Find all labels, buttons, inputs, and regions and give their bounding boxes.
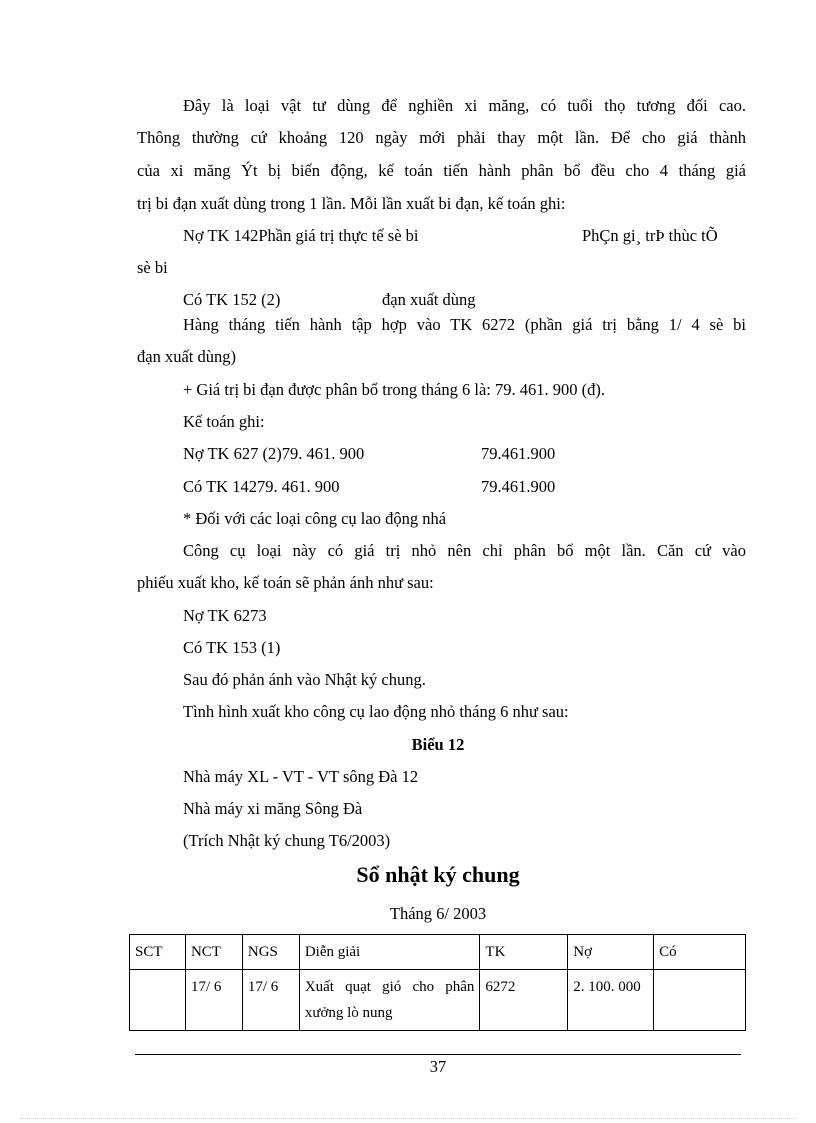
page-number: 37 — [429, 1057, 447, 1076]
journal-entry-note: đạn xuất dùng — [382, 290, 476, 309]
paragraph-line: Sau đó phản ánh vào Nhật ký chung. — [183, 670, 426, 689]
paragraph-line: Tình hình xuất kho công cụ lao động nhỏ tháng 6 như sau: — [183, 702, 569, 721]
table-cell: 2. 100. 000 — [568, 970, 654, 1031]
journal-entry-debit: Nợ TK 6273 — [183, 606, 267, 625]
table-row — [130, 970, 746, 1031]
paragraph-line: + Giá trị bi đạn được phân bổ trong tháng 6 là: 79. 461. 900 (đ). — [183, 380, 605, 399]
footer-divider — [135, 1054, 741, 1055]
paragraph-line: trị bi đạn xuất dùng trong 1 lần. Mỗi lần xuất bi đạn, kế toán ghi: — [137, 194, 566, 213]
company-line: Nhà máy XL - VT - VT sông Đà 12 — [183, 767, 419, 786]
table-cell — [130, 970, 186, 1031]
column-header: NCT — [185, 935, 242, 970]
column-header: SCT — [130, 935, 186, 970]
column-header: TK — [480, 935, 568, 970]
paragraph-line: * Đối với các loại công cụ lao động nhá — [183, 509, 447, 528]
table-header-row — [130, 935, 746, 970]
company-line: Nhà máy xi măng Sông Đà — [183, 799, 363, 818]
paragraph-line: Kế toán ghi: — [183, 412, 265, 431]
column-header: Có — [654, 935, 746, 970]
journal-entry-credit: Có TK 152 (2) — [183, 290, 281, 309]
paragraph-line: của xi măng Ýt bị biến động, kế toán tiến hành phân bổ đều cho 4 tháng giá — [137, 161, 746, 180]
paragraph-line: phiếu xuất kho, kế toán sẽ phản ánh như sau: — [137, 573, 434, 592]
journal-entry-debit: Nợ TK 142Phần giá trị thực tế sè bi — [183, 226, 419, 245]
paragraph-line: Công cụ loại này có giá trị nhỏ nên chỉ phân bổ một lần. Căn cứ vào — [183, 541, 746, 560]
column-header: Diễn giải — [299, 935, 480, 970]
paragraph-line: Hàng tháng tiến hành tập hợp vào TK 6272 (phần giá trị bằng 1/ 4 sè bi — [183, 315, 746, 334]
journal-entry-debit: Nợ TK 627 (2)79. 461. 900 — [183, 444, 365, 463]
paragraph-line: Đây là loại vật tư dùng để nghiền xi măng, có tuổi thọ tương đối cao. — [183, 96, 746, 115]
column-header: Nợ — [568, 935, 654, 970]
exhibit-label: Biểu 12 — [411, 735, 465, 754]
journal-entry-credit: Có TK 153 (1) — [183, 638, 281, 657]
journal-amount: 79.461.900 — [481, 477, 556, 496]
paragraph-line: sè bi — [137, 258, 168, 277]
paragraph-line: đạn xuất dùng) — [137, 347, 236, 366]
journal-amount: 79.461.900 — [481, 444, 556, 463]
journal-title: Sổ nhật ký chung — [356, 862, 520, 887]
table-cell — [654, 970, 746, 1031]
garbled-text: PhÇn gi¸ trÞ thùc tÕ — [582, 226, 718, 245]
table-cell: 17/ 6 — [242, 970, 299, 1031]
page-edge-divider — [20, 1118, 796, 1119]
table-cell: 6272 — [480, 970, 568, 1031]
table-cell: Xuất quạt gió cho phân xưởng lò nung — [299, 970, 480, 1031]
excerpt-note: (Trích Nhật ký chung T6/2003) — [183, 831, 391, 850]
table-cell: 17/ 6 — [185, 970, 242, 1031]
journal-entry-credit: Có TK 14279. 461. 900 — [183, 477, 340, 496]
journal-table — [129, 934, 746, 1031]
journal-subtitle: Tháng 6/ 2003 — [389, 904, 487, 923]
paragraph-line: Thông thường cứ khoảng 120 ngày mới phải thay một lần. Để cho giá thành — [137, 128, 746, 147]
column-header: NGS — [242, 935, 299, 970]
